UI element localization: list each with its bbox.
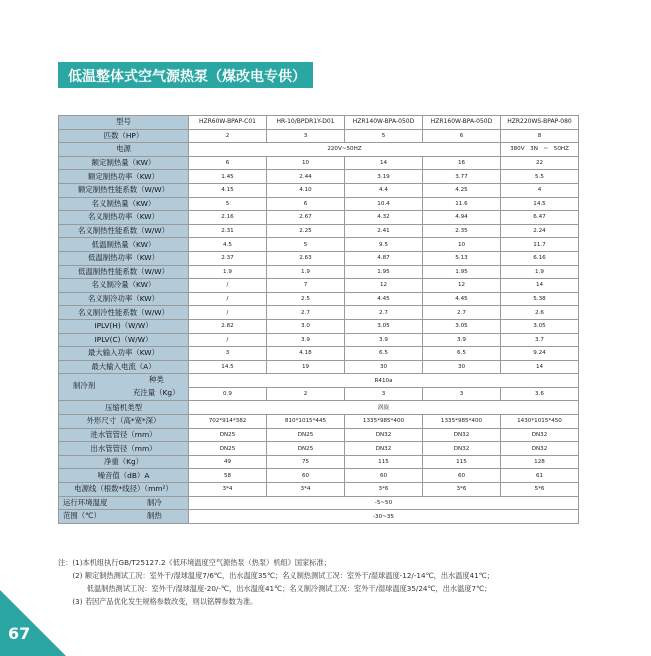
cell-value: 3.9: [423, 333, 501, 347]
compressor-label: 压缩机类型: [59, 401, 189, 415]
table-row: [59, 211, 579, 225]
row-label: 噪音值（dB）A: [59, 469, 189, 483]
model-name: HZR60W-BPAP-C01: [189, 116, 267, 130]
cell-value: 2.31: [189, 224, 267, 238]
cell-value: 11.6: [423, 197, 501, 211]
cell-value: 14: [501, 279, 579, 293]
cell-value: 2.82: [189, 319, 267, 333]
cell-value: 60: [267, 469, 345, 483]
cell-value: 3.19: [345, 170, 423, 184]
table-row: [59, 442, 579, 456]
cell-value: 12: [423, 279, 501, 293]
temp-heat-value: -30~35: [189, 510, 579, 524]
cell-value: 3.05: [345, 319, 423, 333]
cell-value: DN25: [267, 428, 345, 442]
cell-value: 2.6: [501, 306, 579, 320]
refrigerant-type-value: R410a: [189, 374, 579, 388]
refrigerant-main-label: 制冷剂: [73, 381, 96, 391]
cell-value: 30: [423, 360, 501, 374]
cell-value: 3*6: [423, 483, 501, 497]
cell-value: 5.5: [501, 170, 579, 184]
table-row: [59, 265, 579, 279]
cell-value: 9.24: [501, 347, 579, 361]
cell-value: 4.32: [345, 211, 423, 225]
cell-value: 4.10: [267, 183, 345, 197]
refrigerant-charge-value: 3.6: [501, 387, 579, 401]
cell-value: 8: [501, 129, 579, 143]
row-label: IPLV(H)（W/W）: [59, 319, 189, 333]
cell-value: 2.16: [189, 211, 267, 225]
cell-value: 1430*1015*450: [501, 415, 579, 429]
note-line: 注：(1)本机组执行GB/T25127.2《低环境温度空气源热泵（热泵）机组》国家标准；: [58, 558, 331, 567]
table-row: [59, 292, 579, 306]
cell-value: 702*914*382: [189, 415, 267, 429]
cell-value: 6.16: [501, 251, 579, 265]
cell-value: DN32: [501, 428, 579, 442]
row-label: 名义制热功率（KW）: [59, 211, 189, 225]
cell-value: 4: [501, 183, 579, 197]
cell-value: 3.7: [501, 333, 579, 347]
cell-value: 30: [345, 360, 423, 374]
table-row: [59, 347, 579, 361]
table-row: [59, 224, 579, 238]
cell-value: 49: [189, 455, 267, 469]
cell-value: 1.9: [501, 265, 579, 279]
cell-value: 4.4: [345, 183, 423, 197]
cell-value: DN32: [345, 428, 423, 442]
row-label: 额定制热量（KW）: [59, 156, 189, 170]
row-label: 净重（Kg）: [59, 455, 189, 469]
cell-value: 115: [345, 455, 423, 469]
row-label: IPLV(C)（W/W）: [59, 333, 189, 347]
cell-value: 6: [267, 197, 345, 211]
row-label: 低温制热量（KW）: [59, 238, 189, 252]
spec-table: [58, 115, 579, 524]
temp-heat-label-text: 制热: [147, 511, 162, 521]
cell-value: 58: [189, 469, 267, 483]
table-row: [59, 483, 579, 497]
corner-decoration: [0, 590, 66, 656]
cell-value: /: [189, 333, 267, 347]
cell-value: 2.7: [423, 306, 501, 320]
cell-value: 6.47: [501, 211, 579, 225]
row-label: 名义制冷功率（KW）: [59, 292, 189, 306]
row-label: 名义制冷性能系数（W/W）: [59, 306, 189, 320]
cell-value: DN25: [189, 428, 267, 442]
cell-value: 7: [267, 279, 345, 293]
cell-value: 1.45: [189, 170, 267, 184]
cell-value: 11.7: [501, 238, 579, 252]
table-row: [59, 455, 579, 469]
table-row: [59, 238, 579, 252]
cell-value: 3.9: [345, 333, 423, 347]
row-label: 名义制热性能系数（W/W）: [59, 224, 189, 238]
table-row: [59, 279, 579, 293]
cell-value: 60: [423, 469, 501, 483]
cell-value: 4.18: [267, 347, 345, 361]
cell-value: 3*6: [345, 483, 423, 497]
cell-value: 22: [501, 156, 579, 170]
row-label: 名义制热量（KW）: [59, 197, 189, 211]
table-row: [59, 496, 579, 510]
cell-value: /: [189, 279, 267, 293]
cell-value: 14.5: [189, 360, 267, 374]
cell-value: 5: [345, 129, 423, 143]
table-row: [59, 251, 579, 265]
table-row: [59, 197, 579, 211]
refrigerant-charge-value: 3: [345, 387, 423, 401]
spec-table-wrap: [58, 115, 578, 524]
refrigerant-charge-value: 3: [423, 387, 501, 401]
power-value: 220V~50HZ: [189, 143, 501, 157]
cell-value: 19: [267, 360, 345, 374]
row-label: 低温制热性能系数（W/W）: [59, 265, 189, 279]
table-row: [59, 510, 579, 524]
table-row: [59, 428, 579, 442]
table-row: [59, 170, 579, 184]
temp-cool-label: [59, 496, 189, 510]
table-row: [59, 360, 579, 374]
cell-value: 3.05: [423, 319, 501, 333]
row-label: 最大输入电流（A）: [59, 360, 189, 374]
cell-value: 1.95: [345, 265, 423, 279]
spec-table-body: [59, 116, 579, 524]
cell-value: 1.9: [189, 265, 267, 279]
cell-value: 4.94: [423, 211, 501, 225]
cell-value: 3.0: [267, 319, 345, 333]
model-label: 型号: [59, 116, 189, 130]
cell-value: 810*1015*445: [267, 415, 345, 429]
cell-value: 1.9: [267, 265, 345, 279]
cell-value: DN25: [189, 442, 267, 456]
cell-value: 6.5: [345, 347, 423, 361]
cell-value: 5.38: [501, 292, 579, 306]
note-line: (2) 额定制热测试工况：室外干/湿球温度7/6℃，出水温度35℃；名义制热测试工况：室外干/湿球温度-12/-14℃，出水温度41℃；: [58, 571, 494, 580]
cell-value: 3.05: [501, 319, 579, 333]
cell-value: 2.41: [345, 224, 423, 238]
table-row: [59, 183, 579, 197]
refrigerant-charge-value: 0.9: [189, 387, 267, 401]
row-label: 进水管管径（mm）: [59, 428, 189, 442]
table-row: [59, 415, 579, 429]
cell-value: 2.5: [267, 292, 345, 306]
cell-value: 3.77: [423, 170, 501, 184]
table-row: [59, 156, 579, 170]
page-number: 67: [8, 624, 31, 643]
power-label: 电源: [59, 143, 189, 157]
cell-value: /: [189, 292, 267, 306]
cell-value: 10: [423, 238, 501, 252]
cell-value: 9.5: [345, 238, 423, 252]
model-name: HZR220WS-BPAP-080: [501, 116, 579, 130]
cell-value: 10.4: [345, 197, 423, 211]
cell-value: 2.63: [267, 251, 345, 265]
cell-value: 12: [345, 279, 423, 293]
row-label: 额定制热功率（KW）: [59, 170, 189, 184]
cell-value: 2.7: [267, 306, 345, 320]
cell-value: /: [189, 306, 267, 320]
cell-value: 14: [345, 156, 423, 170]
cell-value: 4.87: [345, 251, 423, 265]
cell-value: DN32: [423, 442, 501, 456]
cell-value: 4.25: [423, 183, 501, 197]
refrigerant-charge-label: 充注量（Kg）: [133, 388, 180, 398]
cell-value: 2.7: [345, 306, 423, 320]
cell-value: 3: [189, 347, 267, 361]
table-row: [59, 333, 579, 347]
refrigerant-label: [59, 374, 189, 401]
table-row: [59, 401, 579, 415]
cell-value: 14.5: [501, 197, 579, 211]
cell-value: 1.95: [423, 265, 501, 279]
model-name: HZR140W-BPA-050D: [345, 116, 423, 130]
note-line: (3) 若因产品优化发生规格参数改变，则以铭牌参数为准。: [58, 597, 258, 606]
cell-value: 6: [423, 129, 501, 143]
cell-value: 2.44: [267, 170, 345, 184]
cell-value: 5: [189, 197, 267, 211]
temp-cool-label-text: 制冷: [147, 497, 162, 507]
cell-value: 2.25: [267, 224, 345, 238]
cell-value: 6.5: [423, 347, 501, 361]
cell-value: 1335*985*400: [423, 415, 501, 429]
cell-value: 5*6: [501, 483, 579, 497]
cell-value: 60: [345, 469, 423, 483]
row-label: 外形尺寸（高*宽*深）: [59, 415, 189, 429]
cell-value: 4.45: [345, 292, 423, 306]
cell-value: 2.37: [189, 251, 267, 265]
row-label: 额定制热性能系数（W/W）: [59, 183, 189, 197]
table-row: [59, 129, 579, 143]
cell-value: 2.67: [267, 211, 345, 225]
note-line: 低温制热测试工况：室外干/湿球温度-20/-℃，出水温度41℃；名义制冷测试工况：室外干/湿球温度35/24℃，出水温度7℃；: [58, 584, 492, 593]
refrigerant-charge-value: 2: [267, 387, 345, 401]
power-value: 380V 3N ~ 50HZ: [501, 143, 579, 157]
cell-value: 2: [189, 129, 267, 143]
row-label: 出水管管径（mm）: [59, 442, 189, 456]
row-label: 电源线（根数*线径）（mm²）: [59, 483, 189, 497]
cell-value: 128: [501, 455, 579, 469]
temp-cool-value: -5~50: [189, 496, 579, 510]
table-row: [59, 469, 579, 483]
model-name: HR-10/BPDR1Y-D01: [267, 116, 345, 130]
cell-value: 1335*985*400: [345, 415, 423, 429]
cell-value: 75: [267, 455, 345, 469]
cell-value: 4.15: [189, 183, 267, 197]
table-row: [59, 116, 579, 130]
cell-value: 115: [423, 455, 501, 469]
cell-value: 4.45: [423, 292, 501, 306]
page-title: 低温整体式空气源热泵（煤改电专供）: [68, 69, 306, 85]
cell-value: DN32: [423, 428, 501, 442]
model-name: HZR160W-BPA-050D: [423, 116, 501, 130]
row-label: 低温制热功率（KW）: [59, 251, 189, 265]
cell-value: 3*4: [189, 483, 267, 497]
cell-value: 3: [267, 129, 345, 143]
table-row: [59, 306, 579, 320]
cell-value: 61: [501, 469, 579, 483]
temp-range-label: 运行环境温度: [63, 497, 108, 507]
cell-value: 3*4: [267, 483, 345, 497]
row-label: 名义制冷量（KW）: [59, 279, 189, 293]
cell-value: 6: [189, 156, 267, 170]
cell-value: 14: [501, 360, 579, 374]
cell-value: 2.35: [423, 224, 501, 238]
cell-value: 3.9: [267, 333, 345, 347]
table-row: [59, 319, 579, 333]
title-bar: [58, 62, 313, 88]
cell-value: 2.24: [501, 224, 579, 238]
temp-heat-label: [59, 510, 189, 524]
refrigerant-type-label: 种类: [149, 375, 164, 385]
table-row: [59, 374, 579, 388]
cell-value: 5: [267, 238, 345, 252]
cell-value: 16: [423, 156, 501, 170]
notes: [58, 556, 643, 608]
cell-value: 4.5: [189, 238, 267, 252]
cell-value: DN32: [345, 442, 423, 456]
table-row: [59, 143, 579, 157]
cell-value: 5.13: [423, 251, 501, 265]
cell-value: DN25: [267, 442, 345, 456]
cell-value: DN32: [501, 442, 579, 456]
temp-range-label: 范围（℃）: [63, 511, 101, 521]
compressor-value: 涡旋: [189, 401, 579, 415]
cell-value: 10: [267, 156, 345, 170]
row-label: 匹数（HP）: [59, 129, 189, 143]
row-label: 最大输入功率（KW）: [59, 347, 189, 361]
